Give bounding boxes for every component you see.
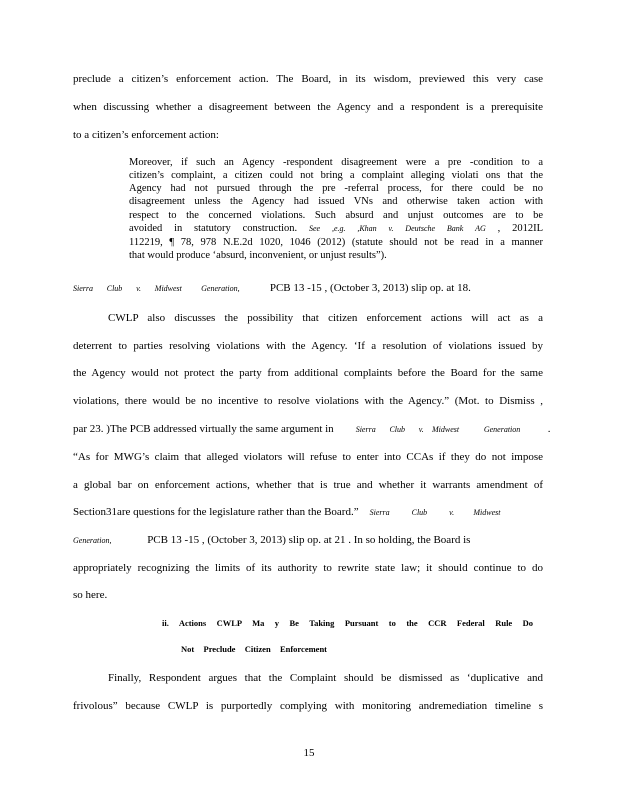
- heading-word: to: [388, 618, 396, 628]
- quote-text: avoided in statutory construction.: [129, 223, 298, 234]
- body-text: Section31are questions for the legislature rather than the Board.”: [73, 506, 359, 518]
- heading-word: Actions: [178, 618, 207, 628]
- case-name: v.: [388, 224, 394, 233]
- heading-word: CWLP: [216, 618, 242, 628]
- quote-line: that would produce ‘absurd, inconvenient, or unjust results”).: [129, 250, 387, 261]
- section-heading: [181, 643, 327, 655]
- body-text-line: when discussing whether a disagreement between the Agency and a respondent is a prerequisite: [73, 101, 543, 113]
- quote-line: citizen’s complaint, a citizen could not bring a complaint alleging violati ons that the: [129, 170, 543, 181]
- body-text: par 23. )The PCB addressed virtually the same argument in: [73, 423, 334, 435]
- body-text-line: frivolous” because CWLP is purportedly complying with monitoring andremediation timeline s: [73, 700, 543, 712]
- heading-word: ii.: [162, 618, 169, 628]
- body-text-line: appropriately recognizing the limits of its authority to rewrite state law; it should continue to do: [73, 562, 543, 574]
- body-text: PCB 13 -15 , (October 3, 2013) slip op. at 21 . In so holding, the Board is: [147, 534, 471, 546]
- heading-word: Taking: [309, 618, 335, 628]
- body-text-line: to a citizen’s enforcement action:: [73, 129, 219, 141]
- body-text-line: [73, 505, 543, 520]
- body-text-line: preclude a citizen’s enforcement action. The Board, in its wisdom, previewed this very case: [73, 73, 543, 85]
- body-text-line: violations, there would be no incentive to resolve violations with the Agency.” (Mot. to Dismiss ,: [73, 395, 543, 407]
- page-number: 15: [303, 747, 315, 759]
- quote-line: Moreover, if such an Agency -respondent disagreement were a pre -condition to a: [129, 157, 543, 168]
- case-name: Club: [389, 425, 405, 434]
- quote-line-with-citation: [129, 223, 543, 235]
- heading-word: Enforcement: [279, 644, 328, 654]
- heading-word: Not: [181, 644, 195, 654]
- body-text-line: deterrent to parties resolving violations with the Agency. ‘If a resolution of violations issued by: [73, 340, 543, 352]
- case-name: Generation: [483, 425, 521, 434]
- case-name: ,Khan: [357, 224, 377, 233]
- quote-line: disagreement unless the Agency had issued VNs and otherwise taken action with: [129, 196, 543, 207]
- heading-word: Preclude: [203, 644, 236, 654]
- case-name: Midwest: [431, 425, 460, 434]
- case-name: v.: [418, 425, 424, 434]
- body-text: .: [547, 423, 551, 435]
- body-text-line: CWLP also discusses the possibility that citizen enforcement actions will act as a: [108, 312, 543, 324]
- quote-line: Agency had not pursued through the pre -referral process, for there could be no: [129, 183, 543, 194]
- body-text-line: the Agency would not protect the party from additional complaints before the Board for the same: [73, 367, 543, 379]
- case-name: Sierra: [73, 284, 93, 293]
- heading-word: Citizen: [244, 644, 271, 654]
- case-name: AG: [475, 224, 486, 233]
- heading-word: Federal: [456, 618, 485, 628]
- case-name: Bank: [446, 224, 464, 233]
- case-name: Sierra: [355, 425, 376, 434]
- case-name: Club: [106, 284, 123, 293]
- body-text-line: so here.: [73, 589, 108, 601]
- case-name: Generation,: [73, 536, 112, 545]
- heading-word: Rule: [495, 618, 513, 628]
- heading-word: Do: [522, 618, 534, 628]
- citation-signal: See: [309, 224, 321, 233]
- body-text-line: [73, 533, 543, 548]
- body-text-line: “As for MWG’s claim that alleged violators will refuse to enter into CCAs if they do not impose: [73, 451, 543, 463]
- body-text-line: Finally, Respondent argues that the Complaint should be dismissed as ‘duplicative and: [108, 672, 543, 684]
- case-name: Sierra: [369, 508, 390, 517]
- heading-word: CCR: [428, 618, 447, 628]
- case-name: Deutsche: [405, 224, 436, 233]
- citation-reporter: PCB 13 -15 , (October 3, 2013) slip op. at 18.: [269, 282, 471, 294]
- quote-line: 112219, ¶ 78, 978 N.E.2d 1020, 1046 (2012) (statute should not be read in a manner: [129, 237, 543, 248]
- case-name: Midwest: [473, 508, 501, 517]
- heading-word: y Be: [274, 618, 299, 628]
- heading-word: the: [406, 618, 418, 628]
- body-text-line: a global bar on enforcement actions, whether that is true and whether it warrants amendment of: [73, 479, 543, 491]
- quote-line: respect to the concerned violations. Such absurd and unjust outcomes are to be: [129, 210, 543, 221]
- case-name: Club: [411, 508, 428, 517]
- heading-word: Ma: [252, 618, 265, 628]
- heading-word: Pursuant: [344, 618, 379, 628]
- case-citation: [73, 281, 493, 296]
- body-text-line: [73, 422, 551, 437]
- case-name: v.: [449, 508, 455, 517]
- section-heading: [162, 617, 533, 629]
- citation-signal: ,e.g.: [331, 224, 346, 233]
- case-name: Midwest: [154, 284, 182, 293]
- citation-reporter: , 2012IL: [497, 223, 544, 234]
- case-name: Generation,: [201, 284, 240, 293]
- case-name: v.: [136, 284, 142, 293]
